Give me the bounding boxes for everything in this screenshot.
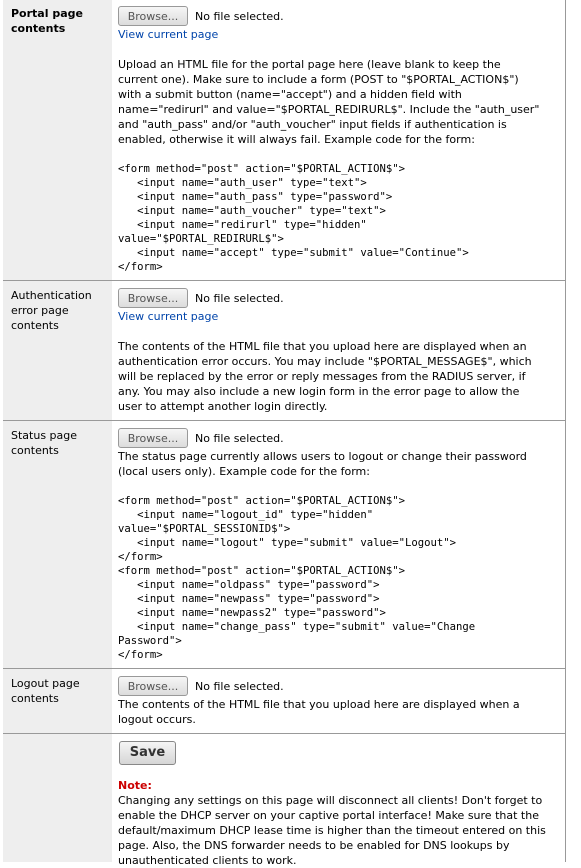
note-text: Changing any settings on this page will disconnect all clients! Don't forget to enable the DHCP server on your captive portal interface! Make sure that the default/maximum DHCP lease time is higher than the timeout entered on this page. Also, the DNS forwarder needs to be enabled for DNS lookups by unauthenticated clients to work. [118, 794, 546, 867]
auth-error-page-label: Authentication error page contents [11, 289, 92, 332]
auth-error-description: The contents of the HTML file that you upload here are displayed when an authentication error occurs. You may include "$PORTAL_MESSAGE$", which will be replaced by the error or reply messages from the RADIUS server, if any. You may also include a new login form in the error page to allow the user to attempt another login directly. [118, 340, 532, 413]
status-file-status: No file selected. [195, 431, 284, 445]
auth-error-file-input[interactable] [118, 288, 284, 308]
logout-description: The contents of the HTML file that you upload here are displayed when a logout occurs. [118, 698, 520, 726]
auth-error-file-status: No file selected. [195, 291, 284, 305]
row-separator [3, 733, 566, 734]
row-separator [3, 280, 566, 281]
logout-page-label: Logout page contents [11, 677, 80, 705]
portal-browse-button[interactable]: Browse... [118, 6, 188, 26]
save-button[interactable]: Save [119, 741, 176, 765]
logout-file-status: No file selected. [195, 679, 284, 693]
status-description: The status page currently allows users to logout or change their password (local users only). Example code for the form: [118, 450, 527, 478]
row-separator [3, 420, 566, 421]
portal-description: Upload an HTML file for the portal page here (leave blank to keep the current one). Make sure to include a form (POST to "$PORTAL_ACTION$") with a submit button (name="accept") and a hidden field with name="redirurl" and value="$PORTAL_REDIRURL$". Include the "auth_user" and "auth_pass" and/or "auth_voucher" input fields if authentication is enabled, otherwise it will always fail. Example code for the form: [118, 58, 540, 146]
portal-file-status: No file selected. [195, 9, 284, 23]
row-separator [3, 668, 566, 669]
portal-example-code: <form method="post" action="$PORTAL_ACTION$"> <input name="auth_user" type="text"> <input name="auth_pass" type="password"> <input name="auth_voucher" type="text"> <input name="redirurl" type="hidden" value="$PORTAL_REDIRURL$"> <input name="accept" type="submit" value="Continue"> </form> [118, 163, 469, 273]
status-file-input[interactable] [118, 428, 284, 448]
auth-error-browse-button[interactable]: Browse... [118, 288, 188, 308]
portal-view-current-link[interactable]: View current page [118, 28, 219, 41]
portal-page-label: Portal page contents [11, 7, 83, 35]
status-example-code: <form method="post" action="$PORTAL_ACTION$"> <input name="logout_id" type="hidden" value="$PORTAL_SESSIONID$"> <input name="logout" type="submit" value="Logout"> </form> <form method="post" action="$PORTAL_ACTION$"> <input name="oldpass" type="password"> <input name="newpass" type="password"> <input name="newpass2" type="password"> <input name="change_pass" type="submit" value="Change Password"> </form> [118, 495, 476, 661]
logout-file-input[interactable] [118, 676, 284, 696]
status-page-label: Status page contents [11, 429, 78, 457]
logout-browse-button[interactable]: Browse... [118, 676, 188, 696]
portal-file-input[interactable] [118, 6, 284, 26]
status-browse-button[interactable]: Browse... [118, 428, 188, 448]
note-title: Note: [118, 779, 152, 792]
auth-error-view-current-link[interactable]: View current page [118, 310, 219, 323]
